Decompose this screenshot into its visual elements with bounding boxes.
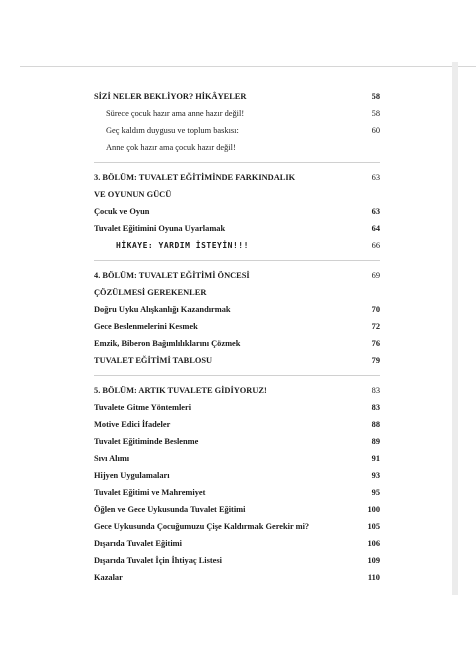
toc-entry [94, 399, 380, 416]
section-divider [94, 260, 380, 261]
toc-entry-title: Dışarıda Tuvalet İçin İhtiyaç Listesi [94, 556, 222, 565]
toc-entry-page: 109 [367, 556, 380, 565]
toc-entry-page: 70 [371, 305, 380, 314]
toc-entry-title: Gece Beslenmelerini Kesmek [94, 322, 198, 331]
toc-entry [94, 169, 380, 186]
top-divider-line [20, 66, 476, 67]
toc-entry [94, 267, 380, 284]
toc-entry [94, 284, 380, 301]
toc-entry [94, 122, 380, 139]
toc-entry [94, 518, 380, 535]
toc-entry [94, 450, 380, 467]
toc-entry-page: 95 [371, 488, 380, 497]
toc-entry-page: 76 [371, 339, 380, 348]
toc-entry [94, 186, 380, 203]
toc-entry-page: 83 [371, 386, 380, 395]
toc-entry-page: 69 [371, 271, 380, 280]
toc-entry-title: VE OYUNUN GÜCÜ [94, 190, 172, 199]
toc-entry [94, 552, 380, 569]
toc-entry-title: Kazalar [94, 573, 123, 582]
toc-entry [94, 416, 380, 433]
toc-entry-title: Motive Edici İfadeler [94, 420, 171, 429]
toc-entry-title: Tuvalet Eğitimi ve Mahremiyet [94, 488, 206, 497]
toc-entry-page: 64 [371, 224, 380, 233]
toc-entry-page: 63 [371, 173, 380, 182]
table-of-contents [94, 88, 380, 586]
toc-entry [94, 433, 380, 450]
toc-entry [94, 318, 380, 335]
toc-entry [94, 105, 380, 122]
toc-entry-title: Dışarıda Tuvalet Eğitimi [94, 539, 182, 548]
toc-entry-title: Geç kaldım duygusu ve toplum baskısı: [106, 126, 239, 135]
toc-entry-page: 105 [367, 522, 380, 531]
toc-entry-page: 72 [371, 322, 380, 331]
toc-entry [94, 569, 380, 586]
toc-entry [94, 88, 380, 105]
page-edge-shadow [452, 62, 458, 595]
toc-entry [94, 382, 380, 399]
toc-entry-page: 93 [371, 471, 380, 480]
toc-section [94, 267, 380, 369]
toc-entry [94, 484, 380, 501]
toc-entry [94, 237, 380, 254]
toc-entry-title: TUVALET EĞİTİMİ TABLOSU [94, 356, 213, 365]
toc-entry-page: 91 [371, 454, 380, 463]
toc-entry [94, 335, 380, 352]
toc-section [94, 382, 380, 586]
toc-entry-title: SİZİ NELER BEKLİYOR? HİKÂYELER [94, 92, 247, 101]
toc-entry-title: HİKAYE: YARDIM İSTEYİN!!! [116, 241, 249, 250]
toc-section [94, 88, 380, 156]
toc-entry [94, 467, 380, 484]
toc-entry-page: 58 [371, 109, 380, 118]
toc-entry-title: Çocuk ve Oyun [94, 207, 150, 216]
toc-entry-page: 106 [367, 539, 380, 548]
toc-entry [94, 501, 380, 518]
toc-entry-page: 60 [371, 126, 380, 135]
toc-entry-page: 100 [367, 505, 380, 514]
toc-entry-page: 83 [371, 403, 380, 412]
section-divider [94, 375, 380, 376]
toc-entry-page: 110 [367, 573, 380, 582]
toc-entry [94, 203, 380, 220]
toc-entry-title: 3. BÖLÜM: TUVALET EĞİTİMİNDE FARKINDALIK [94, 173, 296, 182]
toc-entry [94, 220, 380, 237]
toc-entry-page: 88 [371, 420, 380, 429]
toc-entry-page: 58 [371, 92, 380, 101]
toc-entry-title: 4. BÖLÜM: TUVALET EĞİTİMİ ÖNCESİ [94, 271, 250, 280]
toc-entry-page: 63 [371, 207, 380, 216]
toc-entry-title: Doğru Uyku Alışkanlığı Kazandırmak [94, 305, 231, 314]
toc-entry-title: Hijyen Uygulamaları [94, 471, 170, 480]
toc-entry-page: 66 [371, 241, 380, 250]
toc-entry-title: ÇÖZÜLMESİ GEREKENLER [94, 288, 207, 297]
toc-entry-title: Tuvalet Eğitimini Oyuna Uyarlamak [94, 224, 226, 233]
toc-entry-title: Gece Uykusunda Çocuğumuzu Çişe Kaldırmak Gerekir mi? [94, 522, 310, 531]
toc-entry-page: 79 [371, 356, 380, 365]
toc-entry-title: Sıvı Alımı [94, 454, 130, 463]
toc-section [94, 169, 380, 254]
toc-entry [94, 139, 380, 156]
toc-entry [94, 535, 380, 552]
toc-entry [94, 301, 380, 318]
toc-entry-page: 89 [371, 437, 380, 446]
toc-entry-title: Emzik, Biberon Bağımlılıklarını Çözmek [94, 339, 241, 348]
toc-entry-title: Sürece çocuk hazır ama anne hazır değil! [106, 109, 245, 118]
toc-entry-title: Anne çok hazır ama çocuk hazır değil! [106, 143, 236, 152]
toc-entry [94, 352, 380, 369]
toc-entry-title: 5. BÖLÜM: ARTIK TUVALETE GİDİYORUZ! [94, 386, 267, 395]
toc-entry-title: Tuvalet Eğitiminde Beslenme [94, 437, 199, 446]
toc-entry-title: Öğlen ve Gece Uykusunda Tuvalet Eğitimi [94, 505, 246, 514]
section-divider [94, 162, 380, 163]
toc-entry-title: Tuvalete Gitme Yöntemleri [94, 403, 192, 412]
